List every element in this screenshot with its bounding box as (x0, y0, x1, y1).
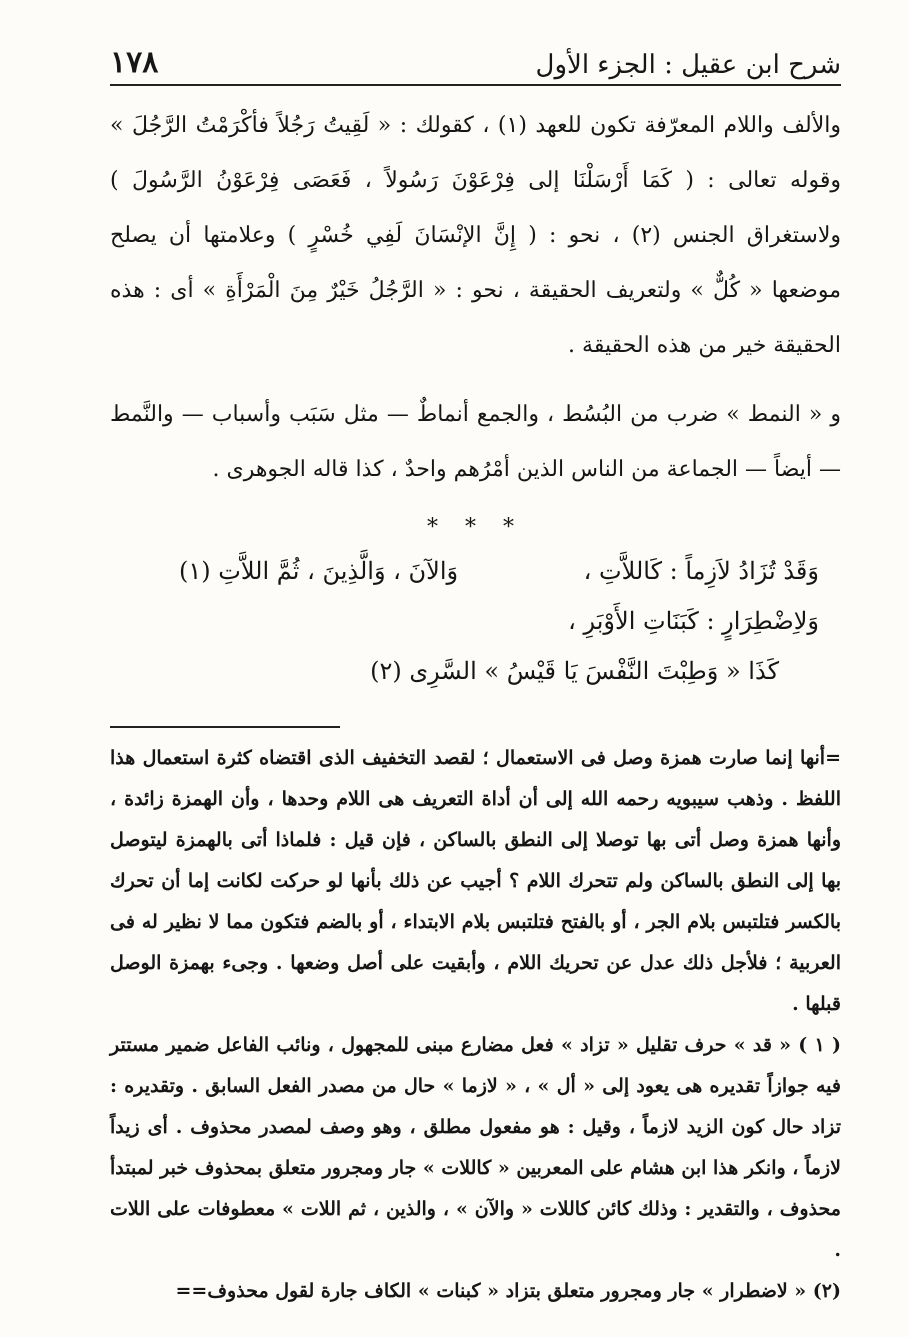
verse-block (110, 546, 819, 696)
footnote-2: (٢) « لاضطرار » جار ومجرور متعلق بتزاد « كبنات » الكاف جارة لقول محذوف== (175, 1280, 841, 1302)
footnote-1: ( ١ ) « قد » حرف تقليل « تزاد » فعل مضارع مبنى للمجهول ، ونائب الفاعل ضمير مستتر فيه جوازاً تقديره هى يعود إلى « أل » ، « لازما » حال من مصدر الفعل السابق . وتقديره : تزاد حال كون الزيد لازماً ، وقيل : هو مفعول مطلق ، وهو وصف لمصدر محذوف . أى زيداً لازماً ، وانكر هذا ابن هشام على المعربين « كاللات » جار ومجرور متعلق بمحذوف خبر لمبتدأ محذوف ، والتقدير : وذلك كائن كاللات « والآن » ، والذين ، ثم اللات » معطوفات على اللات . (110, 1034, 841, 1261)
main-text (110, 98, 841, 497)
footnote-continuation: =أنها إنما صارت همزة وصل فى الاستعمال ؛ لقصد التخفيف الذى اقتضاه كثرة استعمال هذا اللفظ . وذهب سيبويه رحمه الله إلى أن أداة التعريف هى اللام وحدها ، وأن الهمزة زائدة ، وأنها همزة وصل أتى بها توصلا إلى النطق بالساكن ، فإن قيل : فلماذا أتى بالهمزة ليتوصل بها إلى النطق بالساكن ولم تتحرك اللام ؟ أجيب عن ذلك بأنها لو حركت لكانت إما أن تحرك بالكسر فتلتبس بلام الجر ، أو بالفتح فتلتبس بلام الابتداء ، أو بالضم فتكون مما لا نظير له فى العربية ؛ فلأجل ذلك عدل عن تحريك اللام ، وأبقيت على أصل وضعها . وجىء بهمزة الوصل قبلها . (110, 747, 841, 1015)
section-separator: * * * (427, 515, 524, 540)
page-number: ١٧٨ (110, 45, 159, 80)
page-header (110, 38, 841, 86)
paragraph-definite-article: والألف واللام المعرّفة تكون للعهد (١) ، كقولك : « لَقِيتُ رَجُلاً فأكْرَمْتُ الرَّجُلَ » وقوله تعالى : ( كَمَا أَرْسَلْنَا إلى فِرْعَوْنَ رَسُولاً ، فَعَصَى فِرْعَوْنُ الرَّسُولَ ) ولاستغراق الجنس (٢) ، نحو : ( إِنَّ الإنْسَانَ لَفِي خُسْرٍ ) وعلامتها أن يصلح موضعها « كُلٌّ » ولتعريف الحقيقة ، نحو : « الرَّجُلُ خَيْرٌ مِنَ الْمَرْأَةِ » أى : هذه الحقيقة خير من هذه الحقيقة . (110, 113, 841, 358)
verse-line-1-hemistich-a: وَقَدْ تُزَادُ لاَزِماً : كَاللاَّتِ ، (583, 557, 819, 585)
footnotes (110, 738, 841, 1312)
running-title: شرح ابن عقيل : الجزء الأول (535, 50, 841, 80)
verse-line-2: وَلاِضْطِرَارٍ : كَبَنَاتِ الأَوْبَرِ ، (568, 607, 819, 635)
paragraph-namat: و « النمط » ضرب من البُسُط ، والجمع أنماطٌ — مثل سَبَب وأسباب — والنَّمط — أيضاً — الجماعة من الناس الذين أمْرُهم واحدٌ ، كذا قاله الجوهرى . (110, 402, 841, 482)
verse-line-1 (179, 546, 819, 596)
verse-line-3: كَذَا « وَطِبْتَ النَّفْسَ يَا قَيْسُ » السَّرِى (٢) (370, 657, 779, 685)
verse-line-1-hemistich-b: وَالآنَ ، وَالَّذِينَ ، ثُمَّ اللاَّتِ (١) (179, 557, 459, 585)
footnote-divider (110, 726, 340, 728)
